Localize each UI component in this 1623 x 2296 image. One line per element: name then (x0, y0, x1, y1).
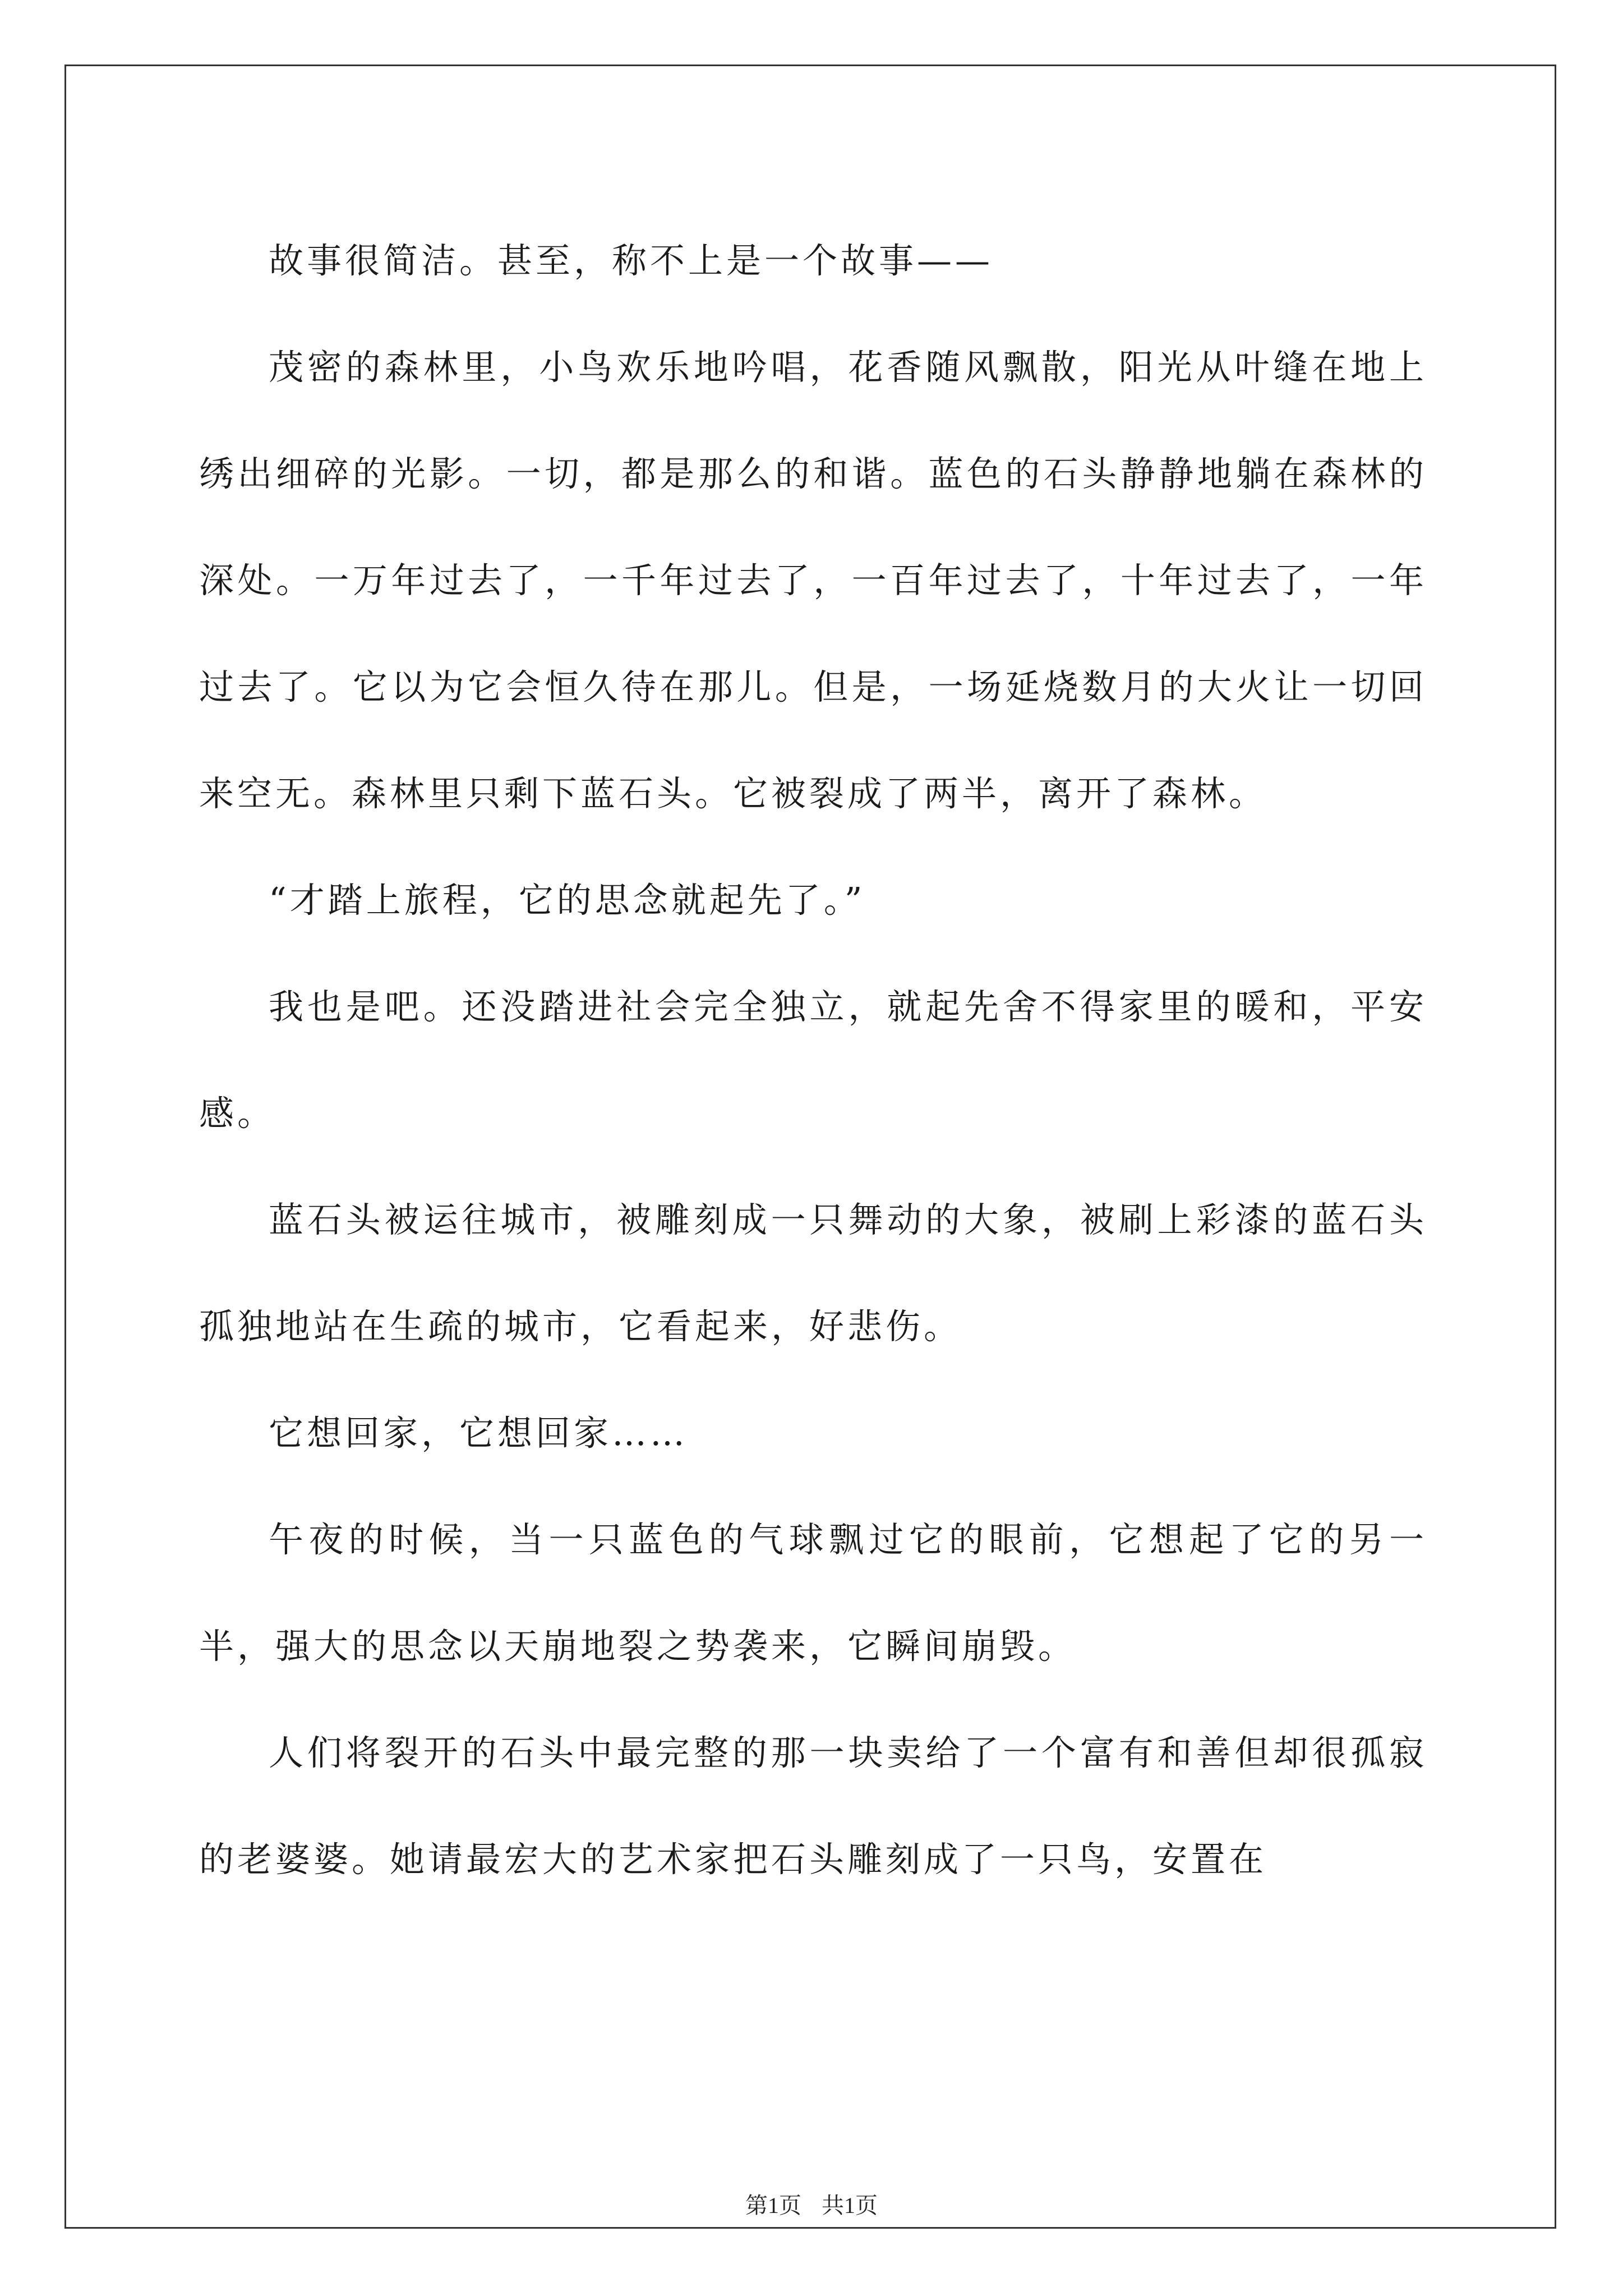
paragraph: 茂密的森林里，小鸟欢乐地吟唱，花香随风飘散，阳光从叶缝在地上绣出细碎的光影。一切，都是那么的和谐。蓝色的石头静静地躺在森林的深处。一万年过去了，一千年过去了，一百年过去了，十年过去了，一年过去了。它以为它会恒久待在那儿。但是，一场延烧数月的大火让一切回来空无。森林里只剩下蓝石头。它被裂成了两半，离开了森林。 (199, 347, 1427, 814)
paragraph: 我也是吧。还没踏进社会完全独立，就起先舍不得家里的暖和，平安感。 (199, 986, 1427, 1134)
page-number: 第1页 (745, 2193, 801, 2218)
paragraph: 人们将裂开的石头中最完整的那一块卖给了一个富有和善但却很孤寂的老婆婆。她请最宏大的艺术家把石头雕刻成了一只鸟，安置在 (199, 1732, 1427, 1880)
paragraph: 故事很简洁。甚至，称不上是一个故事—— (269, 240, 994, 281)
paragraph: 午夜的时候，当一只蓝色的气球飘过它的眼前，它想起了它的另一半，强大的思念以天崩地裂之势袭来，它瞬间崩毁。 (199, 1519, 1427, 1667)
paragraph: 它想回家，它想回家…… (269, 1412, 689, 1453)
page-total: 共1页 (822, 2193, 878, 2218)
page-footer (0, 2188, 1623, 2220)
paragraph: “才踏上旅程，它的思念就起先了。” (269, 880, 866, 921)
document-body (199, 208, 1427, 1913)
paragraph: 蓝石头被运往城市，被雕刻成一只舞动的大象，被刷上彩漆的蓝石头孤独地站在生疏的城市，它看起来，好悲伤。 (199, 1199, 1427, 1347)
